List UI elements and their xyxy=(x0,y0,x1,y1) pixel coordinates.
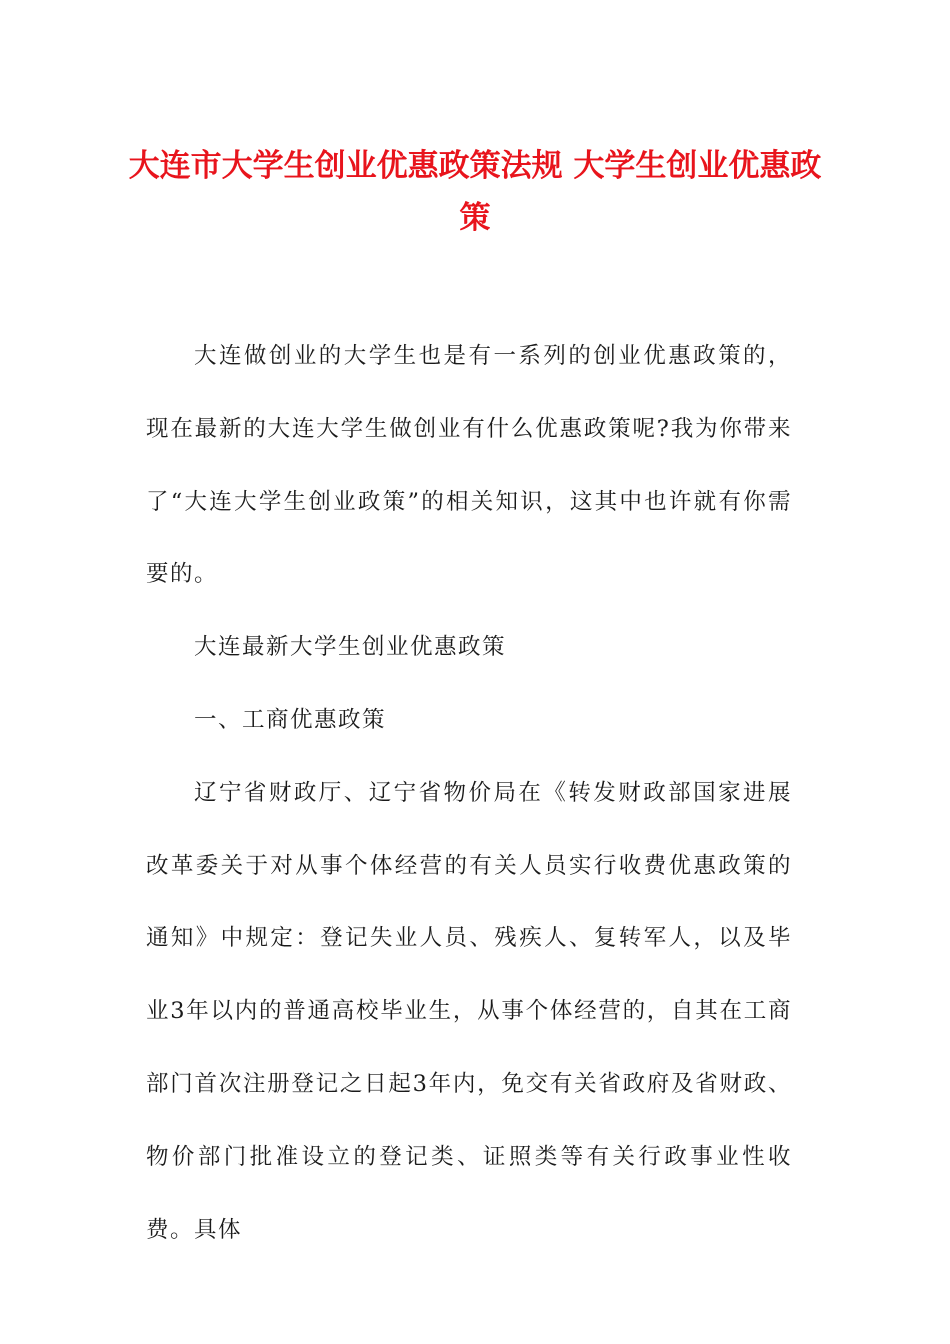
intro-paragraph: 大连做创业的大学生也是有一系列的创业优惠政策的，现在最新的大连大学生做创业有什么优惠政策呢?我为你带来了“大连大学生创业政策”的相关知识，这其中也许就有你需要的。 xyxy=(146,343,792,588)
subsection-heading: 一、工商优惠政策 xyxy=(194,706,387,733)
document-body xyxy=(146,320,792,1266)
policy-paragraph: 辽宁省财政厅、辽宁省物价局在《转发财政部国家进展改革委关于对从事个体经营的有关人员实行收费优惠政策的通知》中规定：登记失业人员、残疾人、复转军人，以及毕业3年以内的普通高校毕业生，从事个体经营的，自其在工商部门首次注册登记之日起3年内，免交有关省政府及省财政、物价部门批准设立的登记类、证照类等有关行政事业性收费。具体 xyxy=(146,779,792,1243)
section-heading: 大连最新大学生创业优惠政策 xyxy=(194,634,507,661)
document-title: 大连市大学生创业优惠政策法规 大学生创业优惠政策 xyxy=(128,148,822,236)
